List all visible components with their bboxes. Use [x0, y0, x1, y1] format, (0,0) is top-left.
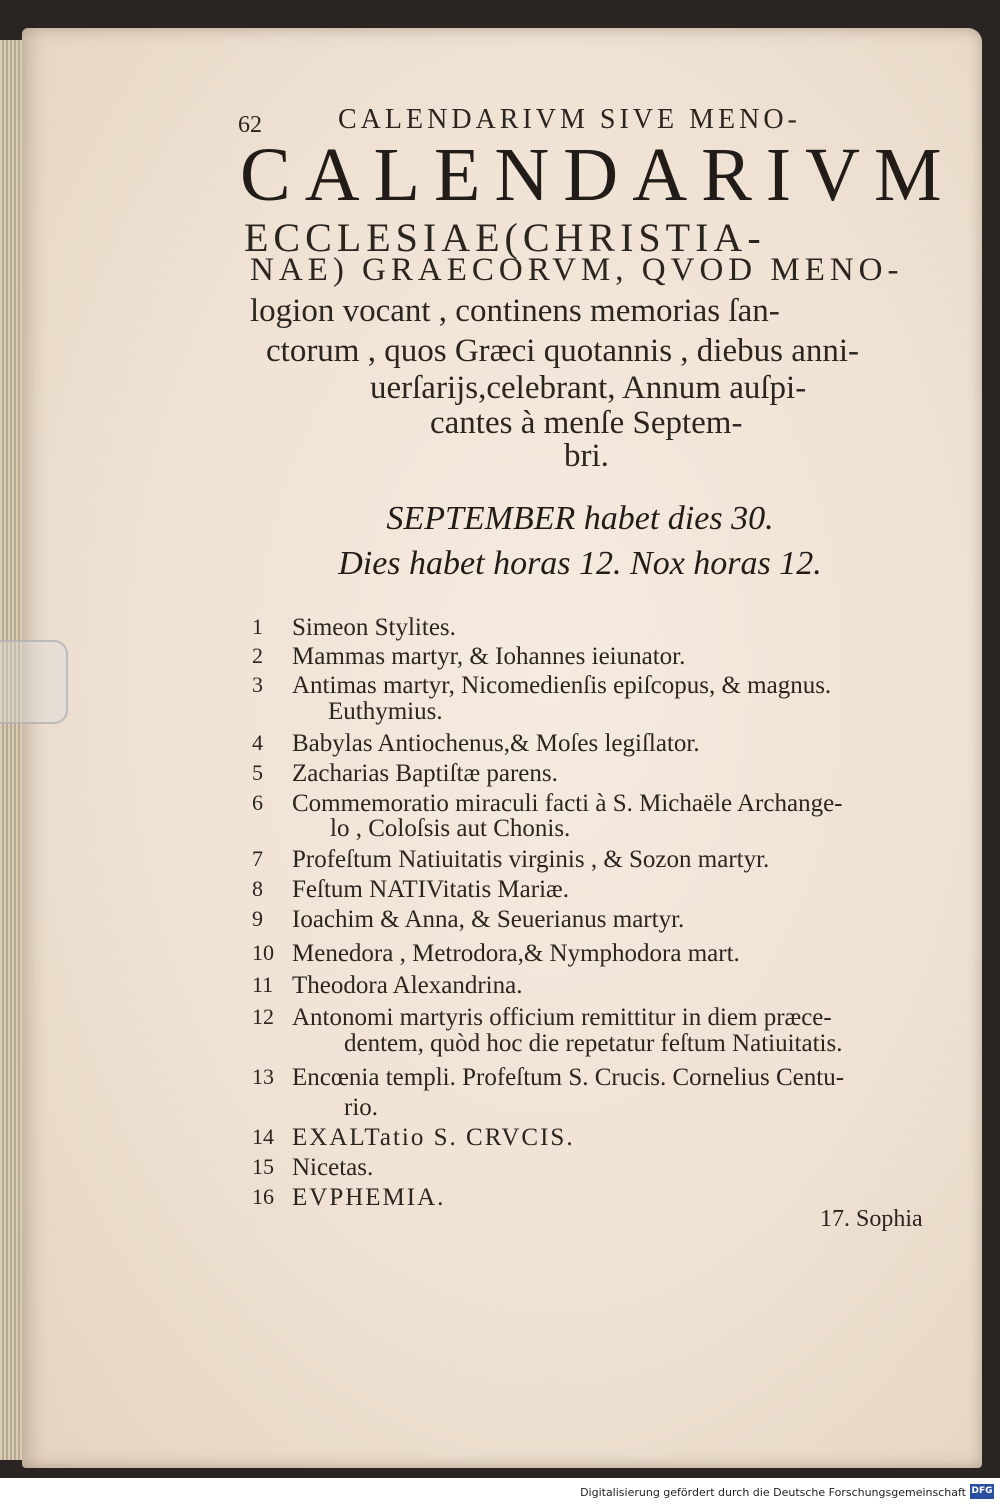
day-number: 15 [252, 1154, 274, 1179]
day-number: 11 [252, 972, 274, 997]
page-number: 62 [238, 112, 262, 138]
entry-continuation: dentem, quòd hoc die repetatur feſtum Natiuitatis. [344, 1030, 843, 1057]
calendar-entry [0, 940, 1000, 976]
day-number: 4 [252, 730, 263, 755]
day-number: 5 [252, 760, 263, 785]
day-number: 8 [252, 876, 263, 901]
saint-name: Feſtum NATIVitatis Mariæ. [292, 876, 569, 903]
calendar-entry [0, 972, 1000, 1008]
title-line: NAE) GRAECORVM, QVOD MENO- [250, 252, 904, 288]
title-line: ECCLESIAE(CHRISTIA- [244, 215, 766, 260]
saint-name: Antimas martyr, Nicomedienſis epiſcopus, & magnus. [292, 672, 832, 699]
day-number: 12 [252, 1004, 274, 1029]
dfg-logo: DFG [970, 1484, 994, 1499]
day-number: 7 [252, 846, 263, 871]
saint-name: Mammas martyr, & Iohannes ieiunator. [292, 643, 686, 670]
saint-name: Zacharias Baptiſtæ parens. [292, 760, 558, 787]
saint-name: EXALTatio S. CRVCIS. [292, 1124, 575, 1151]
saint-name: Nicetas. [292, 1154, 374, 1181]
saint-name: EVPHEMIA. [292, 1184, 446, 1211]
title-main: CALENDARIVM [240, 133, 956, 217]
day-number: 3 [252, 672, 263, 697]
day-number: 10 [252, 940, 274, 965]
day-number: 14 [252, 1124, 274, 1149]
title-line: logion vocant , continens memorias ſan- [250, 293, 780, 329]
day-number: 13 [252, 1064, 274, 1089]
day-number: 16 [252, 1184, 274, 1209]
day-number: 2 [252, 643, 263, 668]
month-heading: SEPTEMBER habet dies 30. [386, 500, 774, 537]
title-line: cantes à menſe Septem- [430, 405, 743, 441]
saint-name: Commemoratio miraculi facti à S. Michaële Archange- [292, 790, 843, 817]
entry-continuation: Euthymius. [328, 698, 443, 725]
title-line: bri. [564, 438, 609, 474]
saint-name: Profeſtum Natiuitatis virginis , & Sozon martyr. [292, 846, 770, 873]
saint-name: Encœnia templi. Profeſtum S. Crucis. Cornelius Centu- [292, 1064, 845, 1091]
saint-name: Theodora Alexandrina. [292, 972, 523, 999]
calendar-entry [0, 906, 1000, 942]
day-number: 1 [252, 614, 263, 639]
entry-continuation: lo , Coloſsis aut Chonis. [330, 815, 571, 842]
day-number: 6 [252, 790, 263, 815]
saint-name: Babylas Antiochenus,& Moſes legiſlator. [292, 730, 700, 757]
saint-name: Antonomi martyris officium remittitur in diem præce- [292, 1004, 832, 1031]
day-number: 9 [252, 906, 263, 931]
saint-name: Menedora , Metrodora,& Nymphodora mart. [292, 940, 740, 967]
saint-name: Simeon Stylites. [292, 614, 456, 641]
entry-continuation: rio. [344, 1094, 379, 1121]
saint-name: Ioachim & Anna, & Seuerianus martyr. [292, 906, 685, 933]
title-line: uerſarijs,celebrant, Annum auſpi- [370, 370, 807, 406]
day-night-hours: Dies habet horas 12. Nox horas 12. [338, 545, 822, 582]
title-line: ctorum , quos Græci quotannis , diebus anni- [266, 333, 860, 369]
digitization-credit: Digitalisierung gefördert durch die Deutsche Forschungsgemeinschaft [580, 1486, 966, 1499]
running-head: CALENDARIVM SIVE MENO- [338, 104, 801, 135]
catchword: 17. Sophia [820, 1206, 923, 1232]
